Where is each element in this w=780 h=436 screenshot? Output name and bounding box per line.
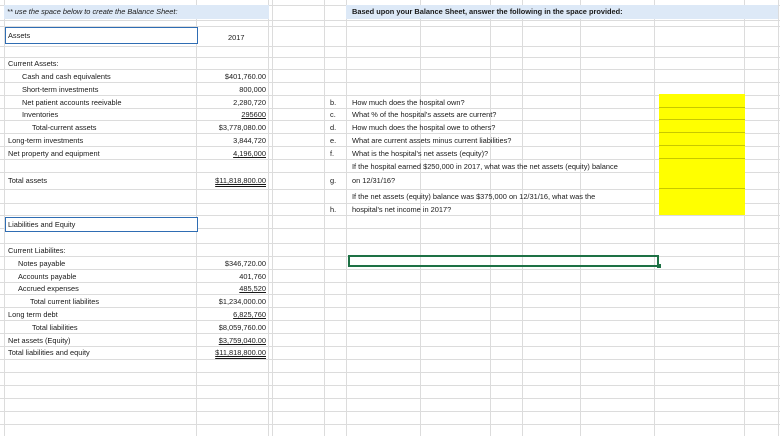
- liability-label-total: Total liabilities: [32, 323, 78, 332]
- asset-value-property[interactable]: 4,196,000: [233, 149, 266, 158]
- liability-label-notes: Notes payable: [18, 259, 66, 268]
- question-letter-b: b.: [330, 98, 337, 107]
- asset-value-long-term[interactable]: 3,844,720: [233, 136, 266, 145]
- liability-value-total-current[interactable]: $1,234,000.00: [218, 297, 266, 306]
- total-liabilities-equity-label: Total liabilities and equity: [8, 348, 90, 357]
- selected-cell[interactable]: [348, 255, 659, 267]
- assets-title: Assets: [8, 31, 31, 40]
- equity-label: Net assets (Equity): [8, 336, 71, 345]
- liability-label-total-current: Total current liabilites: [30, 297, 100, 306]
- current-liabilities-label: Current Liabilites:: [8, 246, 66, 255]
- liability-label-accounts: Accounts payable: [18, 272, 77, 281]
- asset-value-cash[interactable]: $401,760.00: [224, 72, 266, 81]
- asset-value-inventories[interactable]: 295600: [241, 110, 266, 119]
- asset-label-receivable: Net patient accounts reeivable: [22, 98, 122, 107]
- year-header: 2017: [228, 33, 245, 42]
- liability-value-long-term-debt[interactable]: 6,825,760: [233, 310, 266, 319]
- question-letter-e: e.: [330, 136, 337, 145]
- liability-value-notes[interactable]: $346,720.00: [224, 259, 266, 268]
- asset-label-inventories: Inventories: [22, 110, 59, 119]
- instruction-text: ** use the space below to create the Balance Sheet:: [7, 7, 178, 16]
- question-letter-f: f.: [330, 149, 335, 158]
- total-assets-value[interactable]: $11,818,800.00: [215, 176, 266, 185]
- question-text-e: What are current assets minus current liabilities?: [352, 136, 512, 145]
- question-text-h-line2: hospital's net income in 2017?: [352, 205, 452, 214]
- asset-value-short-term[interactable]: 800,000: [239, 85, 266, 94]
- question-text-b: How much does the hospital own?: [352, 98, 465, 107]
- question-letter-c: c.: [330, 110, 336, 119]
- total-liabilities-equity-value[interactable]: $11,818,800.00: [215, 348, 266, 357]
- question-text-c: What % of the hospital's assets are current?: [352, 110, 497, 119]
- fill-handle[interactable]: [657, 264, 661, 268]
- asset-value-total-current[interactable]: $3,778,080.00: [218, 123, 266, 132]
- asset-label-short-term: Short-term investments: [22, 85, 99, 94]
- question-text-d: How much does the hospital owe to others?: [352, 123, 496, 132]
- liabilities-title: Liabilities and Equity: [8, 220, 76, 229]
- liability-value-total[interactable]: $8,059,760.00: [218, 323, 266, 332]
- current-assets-label: Current Assets:: [8, 59, 59, 68]
- liability-label-accrued: Accrued expenses: [18, 284, 79, 293]
- question-text-g-line1: If the hospital earned $250,000 in 2017, what was the net assets (equity) balance: [352, 162, 618, 171]
- liability-value-accounts[interactable]: 401,760: [239, 272, 266, 281]
- question-text-f: What is the hospital's net assets (equity)?: [352, 149, 489, 158]
- total-assets-label: Total assets: [8, 176, 48, 185]
- question-letter-d: d.: [330, 123, 337, 132]
- liability-value-accrued[interactable]: 485,520: [239, 284, 266, 293]
- asset-label-total-current: Total-current assets: [32, 123, 97, 132]
- question-text-g-line2: on 12/31/16?: [352, 176, 396, 185]
- equity-value[interactable]: $3,759,040.00: [218, 336, 266, 345]
- answer-area[interactable]: [659, 94, 745, 215]
- question-letter-g: g.: [330, 176, 337, 185]
- questions-header: Based upon your Balance Sheet, answer the following in the space provided:: [352, 7, 623, 16]
- liability-label-long-term-debt: Long term debt: [8, 310, 58, 319]
- asset-label-long-term: Long-term investments: [8, 136, 84, 145]
- asset-label-cash: Cash and cash equivalents: [22, 72, 111, 81]
- question-text-h-line1: If the net assets (equity) balance was $375,000 on 12/31/16, what was the: [352, 192, 596, 201]
- asset-label-property: Net property and equipment: [8, 149, 100, 158]
- asset-value-receivable[interactable]: 2,280,720: [233, 98, 266, 107]
- assets-title-cell[interactable]: [5, 27, 198, 44]
- question-letter-h: h.: [330, 205, 337, 214]
